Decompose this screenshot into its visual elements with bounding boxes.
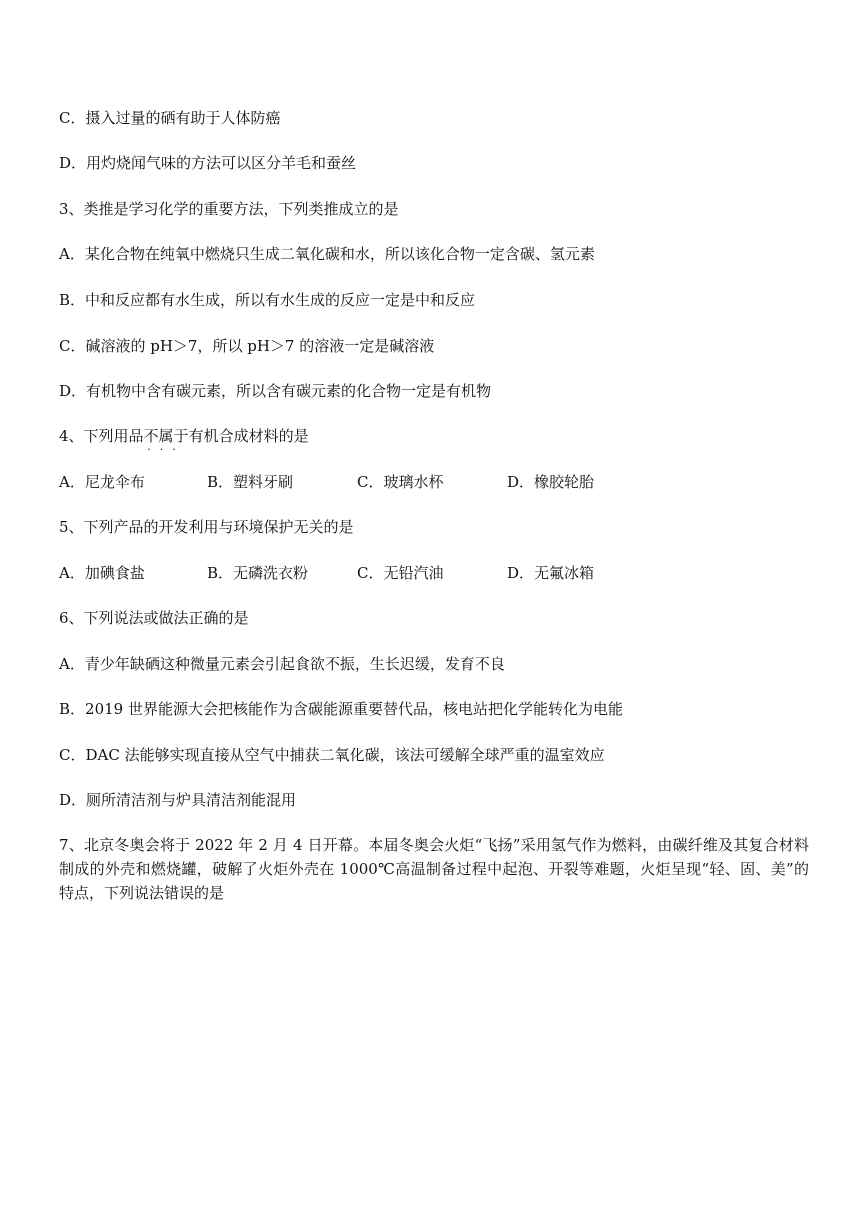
q4-option-c: C．玻璃水杯 xyxy=(357,473,444,491)
q4-emphasis-text: 不属于 xyxy=(143,427,189,445)
q6-option-a: A．青少年缺硒这种微量元素会引起食欲不振，生长迟缓，发育不良 xyxy=(59,655,505,673)
question-4 xyxy=(59,425,810,456)
question-6: 6、下列说法或做法正确的是 xyxy=(59,609,249,627)
q3-option-c: C．碱溶液的 pH＞7，所以 pH＞7 的溶液一定是碱溶液 xyxy=(59,337,435,355)
q6-option-c: C．DAC 法能够实现直接从空气中捕获二氧化碳，该法可缓解全球严重的温室效应 xyxy=(59,746,605,764)
question-3: 3、类推是学习化学的重要方法，下列类推成立的是 xyxy=(59,200,399,218)
q3-option-b: B．中和反应都有水生成，所以有水生成的反应一定是中和反应 xyxy=(59,291,476,309)
q4-emphasis xyxy=(143,425,189,456)
q4-option-a: A．尼龙伞布 xyxy=(59,473,145,491)
q3-option-d: D．有机物中含有碳元素，所以含有碳元素的化合物一定是有机物 xyxy=(59,382,492,400)
q3-option-a: A．某化合物在纯氧中燃烧只生成二氧化碳和水，所以该化合物一定含碳、氢元素 xyxy=(59,245,595,263)
q4-text-before: 4、下列用品 xyxy=(59,427,144,445)
q5-option-d: D．无氟冰箱 xyxy=(507,564,595,582)
q2-option-c: C．摄入过量的硒有助于人体防癌 xyxy=(59,109,281,127)
q4-option-d: D．橡胶轮胎 xyxy=(507,473,595,491)
q6-option-b: B．2019 世界能源大会把核能作为含碳能源重要替代品，核电站把化学能转化为电能 xyxy=(59,700,623,718)
emphasis-dots: ··· xyxy=(147,443,185,456)
q5-option-b: B．无磷洗衣粉 xyxy=(207,564,309,582)
question-7: 7、北京冬奥会将于 2022 年 2 月 4 日开幕。本届冬奥会火炬“飞扬”采用氢气作为燃料，由碳纤维及其复合材料制成的外壳和燃烧罐，破解了火炬外壳在 1000℃高温制备过程中起泡、开裂等难题，火炬呈现“轻、固、美”的特点，下列说法错误的是 xyxy=(59,836,809,902)
q5-option-a: A．加碘食盐 xyxy=(59,564,145,582)
question-5: 5、下列产品的开发利用与环境保护无关的是 xyxy=(59,518,354,536)
q2-option-d: D．用灼烧闻气味的方法可以区分羊毛和蚕丝 xyxy=(59,154,357,172)
q4-option-b: B．塑料牙刷 xyxy=(207,473,294,491)
q6-option-d: D．厕所清洁剂与炉具清洁剂能混用 xyxy=(59,791,297,809)
q5-option-c: C．无铅汽油 xyxy=(357,564,444,582)
q4-text-after: 有机合成材料的是 xyxy=(188,427,309,445)
